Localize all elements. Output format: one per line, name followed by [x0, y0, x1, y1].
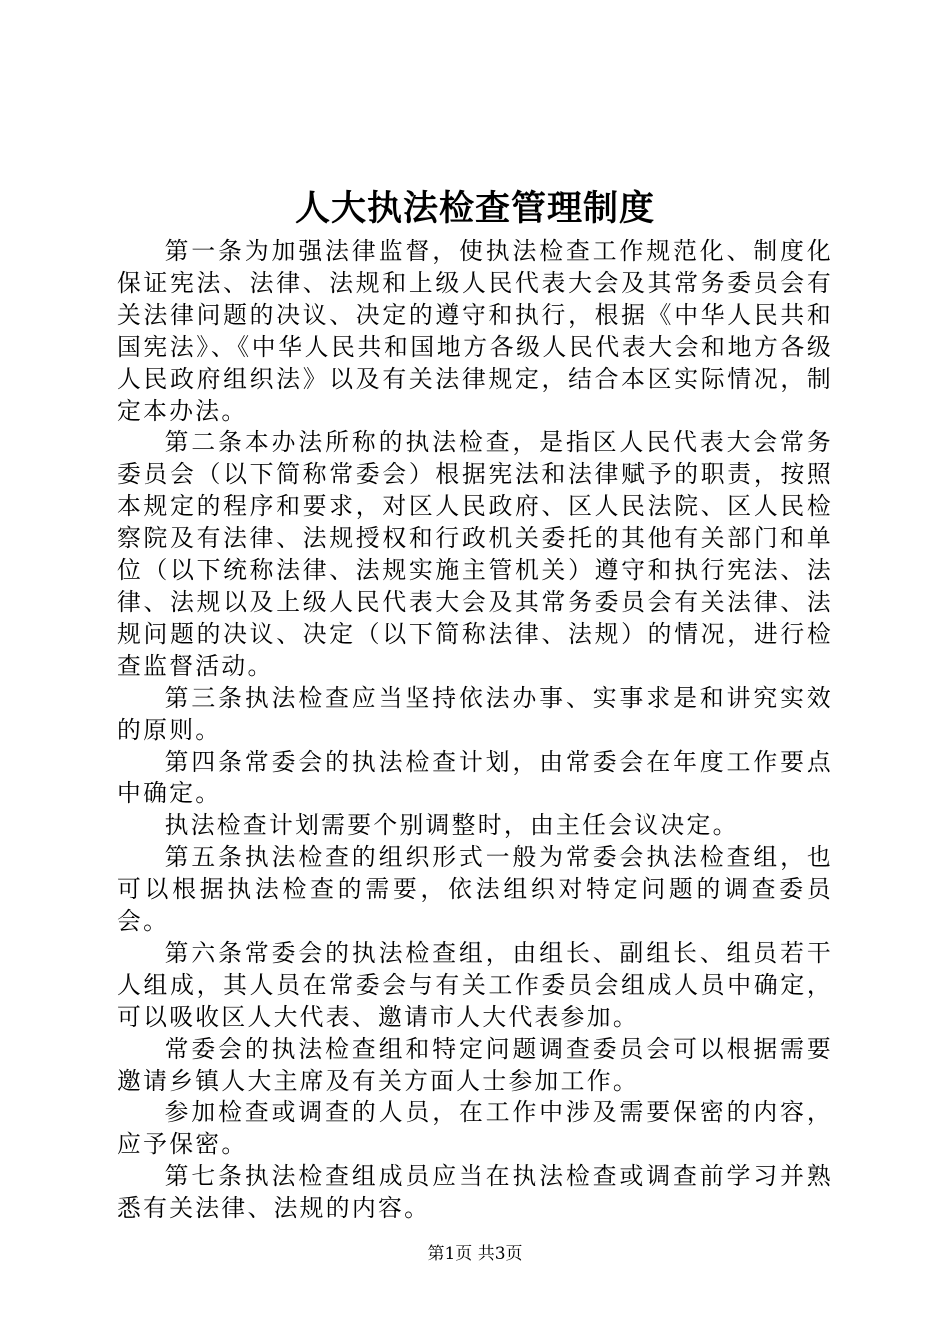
- page-number-footer: 第1页 共3页: [427, 1244, 523, 1264]
- paragraph-article-1: 第一条为加强法律监督，使执法检查工作规范化、制度化保证宪法、法律、法规和上级人民代表大会及其常务委员会有关法律问题的决议、决定的遵守和执行，根据《中华人民共和国宪法》、《中华人民共和国地方各级人民代表大会和地方各级人民政府组织法》以及有关法律规定，结合本区实际情况，制定本办法。: [117, 237, 833, 425]
- document-body: [117, 236, 833, 1225]
- paragraph-article-6-confidentiality: 参加检查或调查的人员，在工作中涉及需要保密的内容，应予保密。: [117, 1098, 833, 1159]
- paragraph-article-4-adjustment: 执法检查计划需要个别调整时，由主任会议决定。: [164, 811, 739, 840]
- paragraph-article-6: 第六条常委会的执法检查组，由组长、副组长、组员若干人组成，其人员在常委会与有关工作委员会组成人员中确定，可以吸收区人大代表、邀请市人大代表参加。: [117, 938, 833, 1031]
- paragraph-article-3: 第三条执法检查应当坚持依法办事、实事求是和讲究实效的原则。: [117, 683, 833, 744]
- paragraph-article-6-invitation: 常委会的执法检查组和特定问题调查委员会可以根据需要邀请乡镇人大主席及有关方面人士参加工作。: [117, 1034, 833, 1095]
- paragraph-article-4: 第四条常委会的执法检查计划，由常委会在年度工作要点中确定。: [117, 747, 833, 808]
- paragraph-article-7: 第七条执法检查组成员应当在执法检查或调查前学习并熟悉有关法律、法规的内容。: [117, 1162, 833, 1223]
- paragraph-article-2: 第二条本办法所称的执法检查，是指区人民代表大会常务委员会（以下简称常委会）根据宪法和法律赋予的职责，按照本规定的程序和要求，对区人民政府、区人民法院、区人民检察院及有法律、法规授权和行政机关委托的其他有关部门和单位（以下统称法律、法规实施主管机关）遵守和执行宪法、法律、法规以及上级人民代表大会及其常务委员会有关法律、法规问题的决议、决定（以下简称法律、法规）的情况，进行检查监督活动。: [117, 428, 833, 680]
- document-title: 人大执法检查管理制度: [294, 188, 655, 229]
- paragraph-article-5: 第五条执法检查的组织形式一般为常委会执法检查组，也可以根据执法检查的需要，依法组织对特定问题的调查委员会。: [117, 843, 833, 936]
